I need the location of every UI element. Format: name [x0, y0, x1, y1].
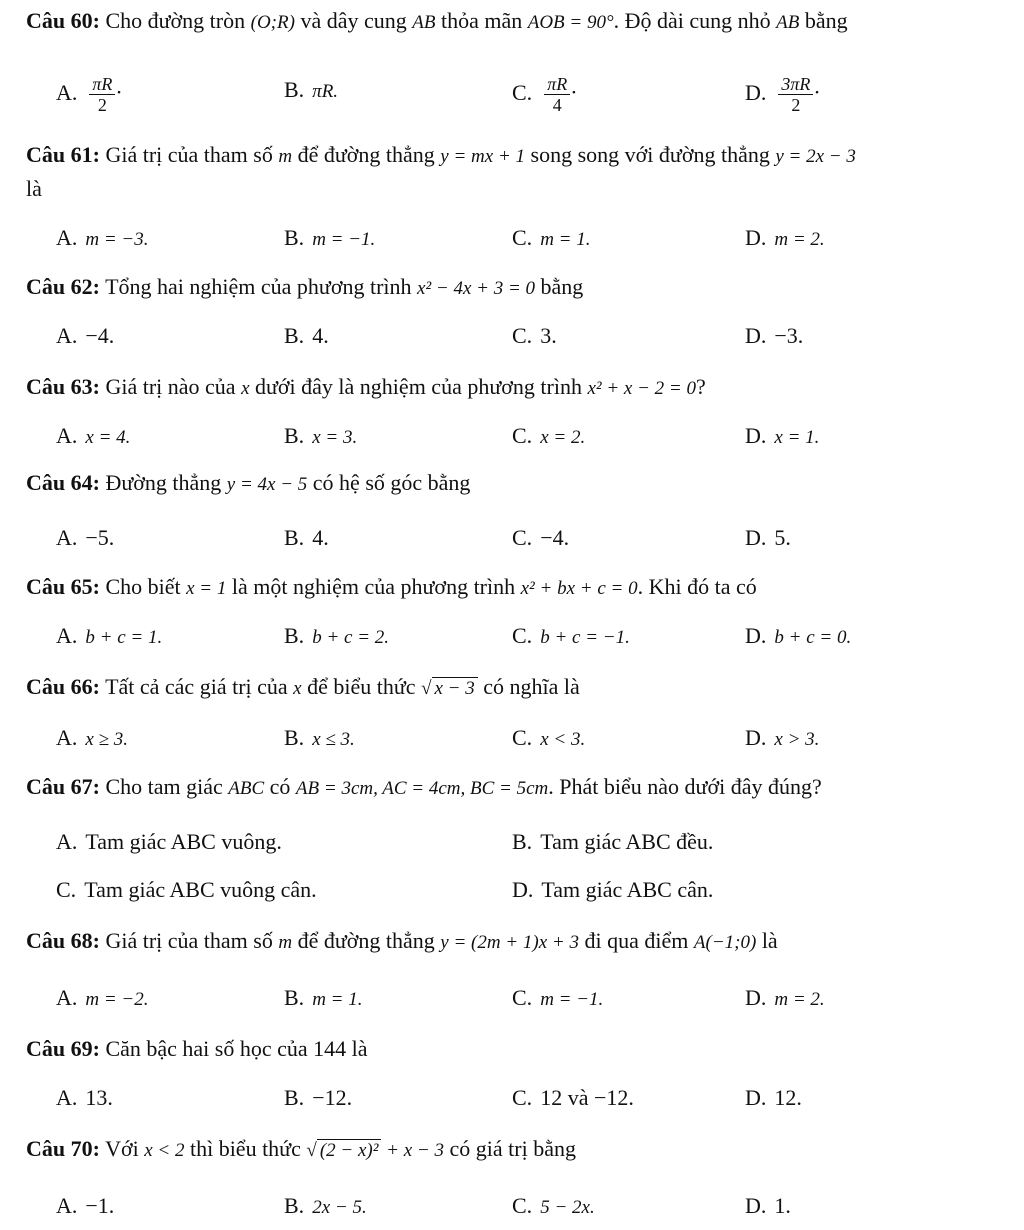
question-text: và dây cung: [294, 8, 413, 33]
option-key: C.: [512, 323, 533, 348]
option-text: m = −1.: [540, 989, 604, 1010]
option-key: D.: [745, 1193, 767, 1218]
fraction-numerator: 3πR: [778, 74, 813, 95]
option-b: [284, 320, 329, 352]
option-key: A.: [56, 323, 78, 348]
math-expression: ABC: [228, 778, 265, 799]
question-68: [26, 926, 1016, 958]
question-65: [26, 572, 1016, 604]
math-expression: x: [293, 678, 302, 699]
option-text: m = −1.: [312, 229, 376, 250]
option-a: [56, 620, 162, 654]
math-expression: y = (2m + 1)x + 3: [440, 932, 580, 953]
question-text: bằng: [799, 8, 848, 33]
question-70: [26, 1134, 1016, 1166]
option-c: [512, 1190, 595, 1224]
question-64: [26, 468, 1016, 500]
square-root: [421, 674, 478, 704]
option-text: 4.: [312, 323, 329, 348]
option-c: [512, 722, 585, 756]
option-a: [56, 826, 282, 858]
radical-sign: √: [421, 678, 432, 699]
option-a: [56, 222, 149, 256]
option-key: D.: [745, 525, 767, 550]
option-key: B.: [512, 829, 533, 854]
question-label: Câu 70:: [26, 1136, 100, 1161]
option-key: D.: [745, 423, 767, 448]
option-key: D.: [745, 1085, 767, 1110]
options-row: [0, 722, 1024, 754]
question-label: Câu 66:: [26, 674, 100, 699]
option-key: C.: [512, 423, 533, 448]
fraction-denominator: 2: [791, 95, 801, 115]
option-text: b + c = 0.: [774, 627, 852, 648]
question-61: [26, 140, 1016, 172]
option-text: m = 1.: [540, 229, 591, 250]
option-text: x ≤ 3.: [312, 729, 355, 750]
option-text: −3.: [774, 323, 804, 348]
question-text: là một nghiệm của phương trình: [226, 574, 521, 599]
option-d: [745, 1190, 791, 1222]
option-d: [745, 222, 825, 256]
math-expression: AB = 3cm, AC = 4cm, BC = 5cm: [295, 778, 549, 799]
option-text: x = 2.: [540, 427, 586, 448]
option-text: x < 3.: [540, 729, 586, 750]
options-row: [0, 420, 1024, 452]
math-expression: x < 2: [144, 1140, 185, 1161]
option-b: [284, 1082, 352, 1114]
math-expression: AOB = 90°: [527, 12, 614, 33]
option-text: m = 2.: [774, 989, 825, 1010]
option-b: [284, 620, 389, 654]
option-text: πR.: [312, 81, 339, 102]
radicand: x − 3: [432, 677, 478, 699]
option-text: m = −2.: [85, 989, 149, 1010]
option-key: D.: [745, 623, 767, 648]
option-key: B.: [284, 1193, 305, 1218]
option-key: B.: [284, 77, 305, 102]
option-text: b + c = 1.: [85, 627, 163, 648]
question-text: song song với đường thẳng: [525, 142, 776, 167]
question-text: Cho đường tròn: [105, 8, 251, 33]
option-key: B.: [284, 985, 305, 1010]
option-key: D.: [745, 323, 767, 348]
option-key: B.: [284, 623, 305, 648]
option-key: A.: [56, 225, 78, 250]
question-text: đi qua điểm: [579, 928, 694, 953]
question-label: Câu 68:: [26, 928, 100, 953]
question-text: Đường thẳng: [105, 470, 227, 495]
option-text: x = 1.: [774, 427, 820, 448]
option-text: 5 − 2x.: [540, 1197, 595, 1218]
option-b: [284, 522, 329, 554]
option-a: [56, 420, 130, 454]
math-expression: A(−1;0): [693, 932, 757, 953]
option-key: A.: [56, 1193, 78, 1218]
math-expression: (O;R): [250, 12, 295, 33]
question-62: [26, 272, 1016, 304]
question-text: thỏa mãn: [435, 8, 528, 33]
option-key: C.: [512, 985, 533, 1010]
question-61-continuation: [26, 174, 1016, 204]
fraction-numerator: πR: [89, 74, 115, 95]
fraction: [778, 74, 813, 115]
question-text: Giá trị nào của: [105, 374, 242, 399]
question-text: là: [756, 928, 778, 953]
math-expression: x² + bx + c = 0: [520, 578, 638, 599]
option-key: A.: [56, 525, 78, 550]
options-row: [0, 522, 1024, 554]
math-expression: y = mx + 1: [440, 146, 526, 167]
question-text: có: [264, 774, 296, 799]
option-text: b + c = −1.: [540, 627, 630, 648]
option-key: B.: [284, 423, 305, 448]
question-text: thì biểu thức: [184, 1136, 307, 1161]
option-c: [512, 74, 578, 115]
question-label: Câu 69:: [26, 1036, 100, 1061]
radical-sign: √: [306, 1140, 317, 1161]
option-key: A.: [56, 423, 78, 448]
option-text: 5.: [774, 525, 791, 550]
option-key: D.: [512, 877, 534, 902]
option-d: [745, 982, 825, 1016]
option-text: x = 3.: [312, 427, 358, 448]
math-expression: m: [278, 146, 293, 167]
question-text: có hệ số góc bằng: [307, 470, 471, 495]
option-text: 3.: [540, 323, 557, 348]
option-text: −1.: [85, 1193, 115, 1218]
question-text: . Độ dài cung nhỏ: [613, 8, 777, 33]
options-row: [0, 74, 1024, 115]
option-key: A.: [56, 1085, 78, 1110]
question-label: Câu 64:: [26, 470, 100, 495]
question-label: Câu 60:: [26, 8, 100, 33]
option-text: x > 3.: [774, 729, 820, 750]
option-b: [284, 420, 357, 454]
math-expression: x² + x − 2 = 0: [587, 378, 696, 399]
question-text: Tất cả các giá trị của: [105, 674, 294, 699]
option-text: −4.: [540, 525, 570, 550]
question-60: [26, 6, 1016, 38]
question-text: để biểu thức: [301, 674, 422, 699]
option-text: x = 4.: [85, 427, 131, 448]
option-a: [56, 982, 149, 1016]
option-a: [56, 320, 114, 352]
question-67: [26, 772, 1016, 804]
option-text: Tam giác ABC vuông.: [85, 829, 282, 854]
option-b: [284, 222, 375, 256]
math-expression: AB: [776, 12, 800, 33]
option-c: [56, 874, 317, 906]
question-text: Căn bậc hai số học của: [105, 1036, 314, 1061]
option-text: 1.: [774, 1193, 791, 1218]
option-d: [745, 74, 821, 115]
option-key: A.: [56, 623, 78, 648]
option-b: [284, 1190, 367, 1224]
option-key: C.: [512, 525, 533, 550]
fraction-denominator: 2: [97, 95, 107, 115]
square-root: [306, 1136, 381, 1166]
question-label: Câu 63:: [26, 374, 100, 399]
option-a: [56, 1190, 114, 1222]
option-key: D.: [745, 225, 767, 250]
math-expression: 144: [313, 1036, 347, 1061]
option-text: Tam giác ABC vuông cân.: [84, 877, 317, 902]
fraction-denominator: 4: [552, 95, 562, 115]
option-c: [512, 522, 569, 554]
options-row: [0, 874, 1024, 906]
question-text: là: [26, 176, 42, 201]
option-text: 4.: [312, 525, 329, 550]
options-row: [0, 826, 1024, 858]
options-row: [0, 320, 1024, 352]
math-expression: + x − 3: [381, 1140, 444, 1161]
option-d: [745, 420, 819, 454]
option-text: −5.: [85, 525, 115, 550]
question-label: Câu 65:: [26, 574, 100, 599]
option-d: [745, 722, 819, 756]
option-c: [512, 620, 630, 654]
math-expression: y = 4x − 5: [226, 474, 308, 495]
option-key: B.: [284, 525, 305, 550]
option-text: −12.: [312, 1085, 353, 1110]
option-text: m = −3.: [85, 229, 149, 250]
fraction-numerator: πR: [544, 74, 570, 95]
question-text: Giá trị của tham số: [105, 928, 279, 953]
math-expression: y = 2x − 3: [775, 146, 856, 167]
math-expression: AB: [412, 12, 436, 33]
option-a: [56, 74, 123, 115]
question-text: là: [346, 1036, 368, 1061]
option-key: A.: [56, 79, 78, 105]
question-text: ?: [695, 374, 706, 399]
options-row: [0, 982, 1024, 1014]
question-text: dưới đây là nghiệm của phương trình: [249, 374, 588, 399]
option-text: b + c = 2.: [312, 627, 390, 648]
option-d: [745, 320, 803, 352]
option-a: [56, 1082, 113, 1114]
question-text: để đường thẳng: [292, 928, 441, 953]
question-63: [26, 372, 1016, 404]
question-66: [26, 672, 1016, 704]
option-suffix: ·: [115, 79, 123, 105]
option-c: [512, 420, 585, 454]
option-key: B.: [284, 725, 305, 750]
question-label: Câu 67:: [26, 774, 100, 799]
option-suffix: ·: [570, 79, 578, 105]
option-text: 12.: [774, 1085, 802, 1110]
options-row: [0, 1190, 1024, 1222]
option-key: C.: [512, 225, 533, 250]
question-text: Tổng hai nghiệm của phương trình: [105, 274, 418, 299]
question-text: Với: [105, 1136, 145, 1161]
option-suffix: ·: [813, 79, 821, 105]
option-key: B.: [284, 1085, 305, 1110]
option-b: [284, 982, 362, 1016]
question-text: có giá trị bằng: [444, 1136, 576, 1161]
option-key: C.: [512, 79, 533, 105]
option-a: [56, 522, 114, 554]
question-text: . Phát biểu nào dưới đây đúng?: [548, 774, 822, 799]
fraction: [89, 74, 115, 115]
question-text: . Khi đó ta có: [637, 574, 757, 599]
question-69: [26, 1034, 1016, 1064]
option-c: [512, 982, 603, 1016]
math-expression: x: [241, 378, 250, 399]
option-key: A.: [56, 985, 78, 1010]
option-b: [512, 826, 713, 858]
question-text: Cho biết: [105, 574, 187, 599]
option-key: D.: [745, 79, 767, 105]
option-c: [512, 320, 557, 352]
question-label: Câu 61:: [26, 142, 100, 167]
option-text: Tam giác ABC đều.: [540, 829, 714, 854]
option-text: −4.: [85, 323, 115, 348]
option-text: 2x − 5.: [312, 1197, 367, 1218]
option-text: Tam giác ABC cân.: [541, 877, 714, 902]
option-text: 12 và −12.: [540, 1085, 634, 1110]
options-row: [0, 620, 1024, 652]
options-row: [0, 222, 1024, 254]
option-key: C.: [512, 725, 533, 750]
option-b: [284, 74, 338, 108]
question-text: bằng: [535, 274, 584, 299]
option-key: C.: [512, 1193, 533, 1218]
question-label: Câu 62:: [26, 274, 100, 299]
math-expression: m: [278, 932, 293, 953]
option-key: C.: [512, 623, 533, 648]
option-d: [745, 522, 791, 554]
option-key: C.: [56, 877, 77, 902]
option-key: A.: [56, 725, 78, 750]
option-key: D.: [745, 985, 767, 1010]
option-d: [745, 1082, 802, 1114]
option-text: m = 2.: [774, 229, 825, 250]
math-expression: x = 1: [186, 578, 227, 599]
option-c: [512, 1082, 634, 1114]
option-d: [512, 874, 713, 906]
fraction: [544, 74, 570, 115]
question-text: Giá trị của tham số: [105, 142, 279, 167]
option-b: [284, 722, 355, 756]
question-text: Cho tam giác: [105, 774, 229, 799]
math-expression: x² − 4x + 3 = 0: [417, 278, 536, 299]
option-d: [745, 620, 851, 654]
option-text: m = 1.: [312, 989, 363, 1010]
option-c: [512, 222, 590, 256]
option-key: A.: [56, 829, 78, 854]
option-key: C.: [512, 1085, 533, 1110]
option-text: 13.: [85, 1085, 113, 1110]
question-text: để đường thẳng: [292, 142, 441, 167]
options-row: [0, 1082, 1024, 1114]
option-key: B.: [284, 225, 305, 250]
question-text: có nghĩa là: [477, 674, 580, 699]
option-a: [56, 722, 128, 756]
option-text: x ≥ 3.: [85, 729, 129, 750]
option-key: D.: [745, 725, 767, 750]
radicand: (2 − x)²: [317, 1139, 382, 1161]
option-key: B.: [284, 323, 305, 348]
